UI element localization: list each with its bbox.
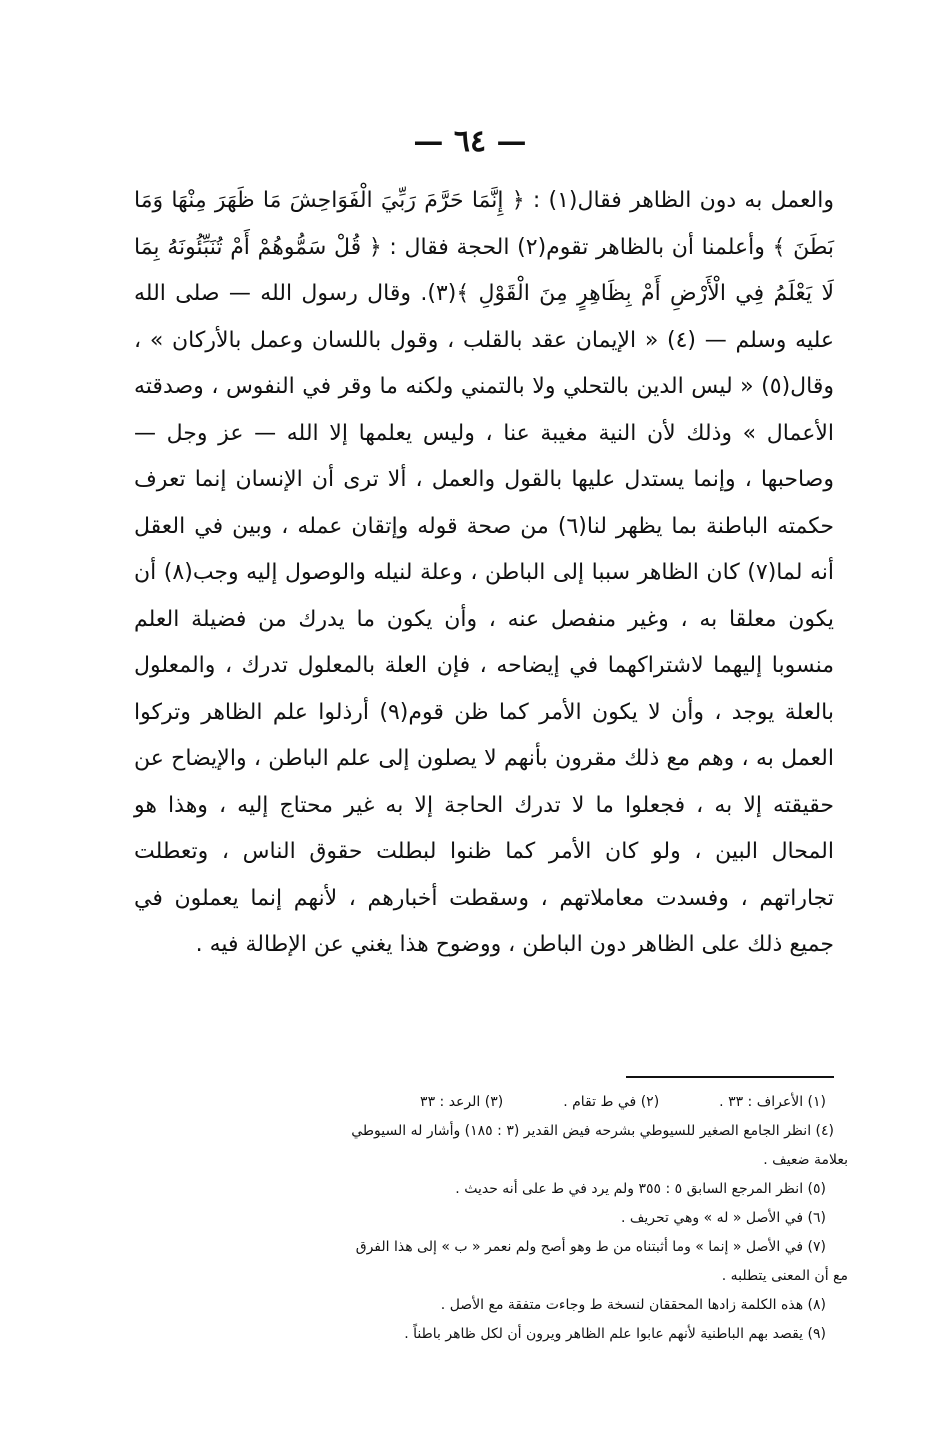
footnote-6: (٦) في الأصل « له » وهي تحريف . bbox=[620, 1210, 826, 1226]
footnote-4-continued: بعلامة ضعيف . bbox=[763, 1152, 848, 1168]
footnote-row-1-3 bbox=[134, 1088, 826, 1117]
footnote-7-continued: مع أن المعنى يتطلبه . bbox=[721, 1268, 848, 1284]
footnotes bbox=[134, 1088, 848, 1349]
footnote-3: (٣) الرعد : ٣٣ bbox=[420, 1094, 504, 1110]
footnote-5: (٥) انظر المرجع السابق ٥ : ٣٥٥ ولم يرد في ط على أنه حديث . bbox=[455, 1181, 826, 1197]
footnote-4: (٤) انظر الجامع الصغير للسيوطي بشرحه فيض القدير (٣ : ١٨٥) وأشار له السيوطي bbox=[351, 1123, 834, 1139]
page-number: — ٦٤ — bbox=[413, 124, 527, 159]
footnote-7: (٧) في الأصل « إنما » وما أثبتناه من ط وهو أصح ولم نعمر « ب » إلى هذا الفرق bbox=[355, 1239, 826, 1255]
footnote-divider bbox=[626, 1076, 834, 1078]
footnote-8: (٨) هذه الكلمة زادها المحققان لنسخة ط وجاءت متفقة مع الأصل . bbox=[440, 1297, 826, 1313]
main-text bbox=[134, 178, 834, 969]
footnote-2: (٢) في ط تقام . bbox=[563, 1094, 660, 1110]
footnote-9: (٩) يقصد بهم الباطنية لأنهم عابوا علم الظاهر ويرون أن لكل ظاهر باطناً . bbox=[404, 1326, 826, 1342]
footnote-1: (١) الأعراف : ٣٣ . bbox=[719, 1094, 826, 1110]
body-paragraph: والعمل به دون الظاهر فقال(١) : ﴿ إِنَّمَا حَرَّمَ رَبِّيَ الْفَوَاحِشَ مَا ظَهَرَ مِنْهَا وَمَا بَطَنَ ﴾ وأعلمنا أن بالظاهر تقوم(٢) الحجة فقال : ﴿ قُلْ سَمُّوهُمْ أَمْ تُنَبِّئُونَهُ بِمَا لَا يَعْلَمُ فِي الْأَرْضِ أَمْ بِظَاهِرٍ مِنَ الْقَوْلِ ﴾(٣). وقال رسول الله — صلى الله عليه وسلم — (٤) « الإيمان عقد بالقلب ، وقول باللسان وعمل بالأركان » ، وقال(٥) « ليس الدين بالتحلي ولا بالتمني ولكنه ما وقر في النفوس ، وصدقته الأعمال » وذلك لأن النية مغيبة عنا ، وليس يعلمها إلا الله — عز وجل — وصاحبها ، وإنما يستدل عليها بالقول والعمل ، ألا ترى أن الإنسان إنما تعرف حكمته الباطنة بما يظهر لنا(٦) من صحة قوله وإتقان عمله ، وبين في العقل أنه لما(٧) كان الظاهر سببا إلى الباطن ، وعلة لنيله والوصول إليه وجب(٨) أن يكون معلقا به ، وغير منفصل عنه ، وأن يكون ما يدرك من فضيلة العلم منسوبا إليهما لاشتراكهما في إيضاحه ، فإن العلة بالمعلول تدرك ، والمعلول بالعلة يوجد ، وأن لا يكون الأمر كما ظن قوم(٩) أرذلوا علم الظاهر وتركوا العمل به ، وهم مع ذلك مقرون بأنهم لا يصلون إلى علم الباطن ، والإيضاح عن حقيقته إلا به ، فجعلوا ما لا تدرك الحاجة إلا به غير محتاج إليه ، وهذا هو المحال البين ، ولو كان الأمر كما ظنوا لبطلت حقوق الناس ، وتعطلت تجاراتهم ، وفسدت معاملاتهم ، وسقطت أخبارهم ، لأنهم إنما يعملون في جميع ذلك على الظاهر دون الباطن ، ووضوح هذا يغني عن الإطالة فيه . bbox=[134, 188, 835, 957]
